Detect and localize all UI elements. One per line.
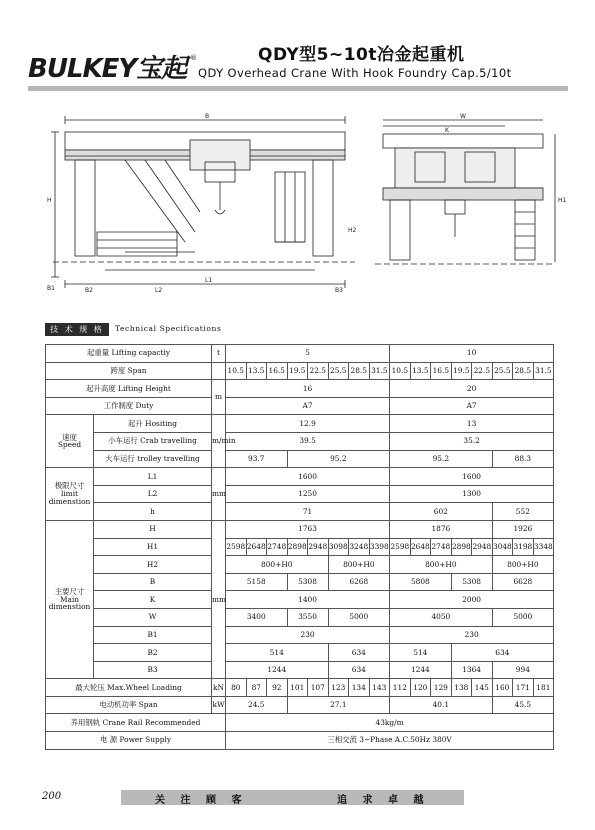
table-row: [46, 380, 554, 398]
trolley-5a: 93.7: [226, 450, 288, 468]
h-limit-10a: 602: [390, 503, 493, 521]
row-label-capacity: 起重量 Lifting capactiy: [46, 345, 212, 363]
drawing-label-b: B: [205, 113, 210, 120]
l2-10: 1300: [390, 485, 554, 503]
row-label-W: W: [94, 608, 212, 626]
wheel-value-8: 143: [369, 679, 390, 697]
row-label-B3: B3: [94, 661, 212, 679]
unit-mm: mm: [212, 468, 226, 521]
crane-technical-drawing: [45, 112, 565, 310]
row-label-H1: H1: [94, 538, 212, 556]
l2-5: 1250: [226, 485, 390, 503]
spec-section-header: [45, 323, 565, 336]
span-value-1: 10.5: [226, 362, 247, 380]
K-a: 1400: [226, 591, 390, 609]
rail-value: 43kg/m: [226, 714, 554, 732]
B-f: 6628: [492, 573, 554, 591]
wheel-value-16: 181: [533, 679, 554, 697]
h1-value-11: 2748: [431, 538, 452, 556]
wheel-value-5: 107: [308, 679, 329, 697]
B1-a: 230: [226, 626, 390, 644]
table-row: [46, 732, 554, 750]
wheel-value-14: 160: [492, 679, 513, 697]
wheel-value-6: 123: [328, 679, 349, 697]
spec-header-en: Technical Specifications: [115, 324, 222, 333]
drawing-label-b3: B3: [335, 287, 343, 294]
B-e: 5308: [451, 573, 492, 591]
h1-value-2: 2648: [246, 538, 267, 556]
wheel-value-13: 145: [472, 679, 493, 697]
row-label-span: 跨度 Span: [46, 362, 212, 380]
B3-b: 634: [328, 661, 390, 679]
wheel-value-9: 112: [390, 679, 411, 697]
h-limit-5: 71: [226, 503, 390, 521]
h1-value-3: 2748: [267, 538, 288, 556]
drawing-label-b2: B2: [85, 287, 93, 294]
table-row: [46, 644, 554, 662]
B-c: 6268: [328, 573, 390, 591]
h1-value-6: 3098: [328, 538, 349, 556]
slogan-left: 关 注 顾 客: [155, 795, 248, 806]
B2-b: 634: [328, 644, 390, 662]
table-row: [46, 679, 554, 697]
table-row: [46, 556, 554, 574]
drawing-label-h2: H2: [348, 227, 357, 234]
row-group-speed: [46, 415, 94, 468]
table-row: [46, 503, 554, 521]
W-a: 3400: [226, 608, 288, 626]
row-label-l1: L1: [94, 468, 212, 486]
span-value-5: 22.5: [308, 362, 329, 380]
h1-value-8: 3398: [369, 538, 390, 556]
K-b: 2000: [390, 591, 554, 609]
unit-mm-main: mm: [212, 520, 226, 678]
H2-d: 800+H0: [492, 556, 554, 574]
capacity-5: 5: [226, 345, 390, 363]
limit-label-en2: dimenstion: [48, 496, 91, 506]
unit-kw: kW: [212, 696, 226, 714]
row-label-hoisting: 起升 Hositing: [94, 415, 212, 433]
H-b: 1876: [390, 520, 493, 538]
table-row: [46, 485, 554, 503]
row-label-h-limit: h: [94, 503, 212, 521]
drawing-label-w: W: [460, 113, 466, 120]
l1-5: 1600: [226, 468, 390, 486]
drawing-label-k: K: [445, 127, 449, 134]
h1-value-10: 2648: [410, 538, 431, 556]
speed-label-cn: 速度: [62, 432, 77, 442]
row-label-power: 电 源 Power Supply: [46, 732, 226, 750]
B3-d: 1364: [451, 661, 492, 679]
trolley-10b: 88.3: [492, 450, 554, 468]
span-value-12: 19.5: [451, 362, 472, 380]
unit-m-min: m/min: [212, 415, 226, 468]
span-value-6: 25.5: [328, 362, 349, 380]
header-divider: [28, 86, 568, 91]
registered-mark: ®: [190, 54, 197, 62]
B-a: 5158: [226, 573, 288, 591]
W-d: 4050: [390, 608, 493, 626]
unit-empty: [212, 362, 226, 380]
trolley-10a: 95.2: [390, 450, 493, 468]
B-b: 5308: [287, 573, 328, 591]
row-label-B1: B1: [94, 626, 212, 644]
table-row: [46, 520, 554, 538]
wheel-value-11: 129: [431, 679, 452, 697]
H-c: 1926: [492, 520, 554, 538]
W-b: 3550: [287, 608, 328, 626]
wheel-value-3: 92: [267, 679, 288, 697]
main-label-cn: 主要尺寸: [54, 586, 85, 596]
footer-slogan-bar: [121, 790, 464, 805]
row-label-H2: H2: [94, 556, 212, 574]
row-label-rail: 养用钢轨 Crane Rail Recommended: [46, 714, 226, 732]
table-row: [46, 432, 554, 450]
wheel-value-12: 138: [451, 679, 472, 697]
h1-value-12: 2898: [451, 538, 472, 556]
unit-t: t: [212, 345, 226, 363]
drawing-label-l1: L1: [205, 277, 213, 284]
table-row: [46, 573, 554, 591]
row-label-wheel: 最大轮压 Max.Wheel Loading: [46, 679, 212, 697]
span-value-4: 19.5: [287, 362, 308, 380]
h1-value-4: 2898: [287, 538, 308, 556]
row-group-main: [46, 520, 94, 678]
h1-value-1: 2598: [226, 538, 247, 556]
brand-logo: [28, 54, 198, 84]
hoisting-5: 12.9: [226, 415, 390, 433]
B3-a: 1244: [226, 661, 329, 679]
row-label-B2: B2: [94, 644, 212, 662]
capacity-10: 10: [390, 345, 554, 363]
main-label-en2: dimenstion: [48, 602, 91, 612]
span-value-8: 31.5: [369, 362, 390, 380]
h1-value-16: 3348: [533, 538, 554, 556]
wheel-value-2: 87: [246, 679, 267, 697]
h1-value-13: 2948: [472, 538, 493, 556]
h1-value-14: 3048: [492, 538, 513, 556]
W-c: 5000: [328, 608, 390, 626]
span-value-11: 16.5: [431, 362, 452, 380]
crab-10: 35.2: [390, 432, 554, 450]
wheel-value-1: 80: [226, 679, 247, 697]
motor-c: 40.1: [390, 696, 493, 714]
page-number: 200: [42, 791, 62, 802]
wheel-value-7: 134: [349, 679, 370, 697]
motor-b: 27.1: [287, 696, 390, 714]
crab-5: 39.5: [226, 432, 390, 450]
motor-a: 24.5: [226, 696, 288, 714]
H2-a: 800+H0: [226, 556, 329, 574]
unit-m: m: [212, 380, 226, 415]
page-title-en: QDY Overhead Crane With Hook Foundry Cap.5/10t: [198, 66, 512, 80]
table-row: [46, 538, 554, 556]
hoisting-10: 13: [390, 415, 554, 433]
span-value-13: 22.5: [472, 362, 493, 380]
row-label-K: K: [94, 591, 212, 609]
h1-value-5: 2948: [308, 538, 329, 556]
H2-b: 800+H0: [328, 556, 390, 574]
h1-value-15: 3198: [513, 538, 534, 556]
table-row: [46, 450, 554, 468]
B1-b: 230: [390, 626, 554, 644]
row-label-duty: 工作制度 Duty: [46, 397, 212, 415]
power-value: 三相交流 3~Phase A.C.50Hz 380V: [226, 732, 554, 750]
table-row: [46, 714, 554, 732]
table-row: [46, 661, 554, 679]
row-label-B: B: [94, 573, 212, 591]
B-d: 5808: [390, 573, 452, 591]
row-label-trolley: 大车运行 trolley travelling: [94, 450, 212, 468]
row-group-limit: [46, 468, 94, 521]
span-value-3: 16.5: [267, 362, 288, 380]
drawing-label-h1: H1: [558, 197, 567, 204]
row-label-l2: L2: [94, 485, 212, 503]
h-limit-10b: 552: [492, 503, 554, 521]
B2-d: 634: [451, 644, 554, 662]
drawing-label-l2: L2: [155, 287, 163, 294]
span-value-10: 13.5: [410, 362, 431, 380]
wheel-value-15: 171: [513, 679, 534, 697]
table-row: [46, 345, 554, 363]
limit-label-en1: limit: [60, 489, 79, 499]
row-label-motor: 电动机功率 Span: [46, 696, 212, 714]
unit-kn: kN: [212, 679, 226, 697]
table-row: [46, 415, 554, 433]
limit-label-cn: 极限尺寸: [54, 481, 85, 491]
B3-c: 1244: [390, 661, 452, 679]
wheel-value-10: 120: [410, 679, 431, 697]
table-row: [46, 696, 554, 714]
drawing-label-b1: B1: [47, 285, 55, 292]
span-value-16: 31.5: [533, 362, 554, 380]
span-value-14: 25.5: [492, 362, 513, 380]
B2-c: 514: [390, 644, 452, 662]
table-row: [46, 397, 554, 415]
duty-10: A7: [390, 397, 554, 415]
spec-header-cn: 技 术 规 格: [45, 323, 109, 336]
B2-a: 514: [226, 644, 329, 662]
lifting-height-5: 16: [226, 380, 390, 398]
B3-e: 994: [492, 661, 554, 679]
span-value-2: 13.5: [246, 362, 267, 380]
duty-5: A7: [226, 397, 390, 415]
table-row: [46, 626, 554, 644]
spec-table: [45, 344, 554, 750]
page-title-cn: QDY型5~10t冶金起重机: [258, 45, 465, 65]
span-value-7: 28.5: [349, 362, 370, 380]
span-value-15: 28.5: [513, 362, 534, 380]
h1-value-7: 3248: [349, 538, 370, 556]
l1-10: 1600: [390, 468, 554, 486]
drawing-label-h: H: [47, 197, 52, 204]
H2-c: 800+H0: [390, 556, 493, 574]
span-value-9: 10.5: [390, 362, 411, 380]
W-e: 5000: [492, 608, 554, 626]
table-row: [46, 591, 554, 609]
motor-d: 45.5: [492, 696, 554, 714]
speed-label-en: Speed: [57, 440, 82, 450]
wheel-value-4: 101: [287, 679, 308, 697]
slogan-right: 追 求 卓 越: [337, 795, 430, 806]
logo-text: BULKEY宝起: [28, 54, 187, 84]
H-a: 1763: [226, 520, 390, 538]
h1-value-9: 2598: [390, 538, 411, 556]
table-row: [46, 362, 554, 380]
lifting-height-10: 20: [390, 380, 554, 398]
table-row: [46, 608, 554, 626]
main-label-en1: Main: [59, 594, 80, 604]
row-label-lifting-height: 起升高度 Lifting Height: [46, 380, 212, 398]
row-label-H: H: [94, 520, 212, 538]
table-row: [46, 468, 554, 486]
row-label-crab: 小车运行 Crab travelling: [94, 432, 212, 450]
trolley-5b: 95.2: [287, 450, 390, 468]
